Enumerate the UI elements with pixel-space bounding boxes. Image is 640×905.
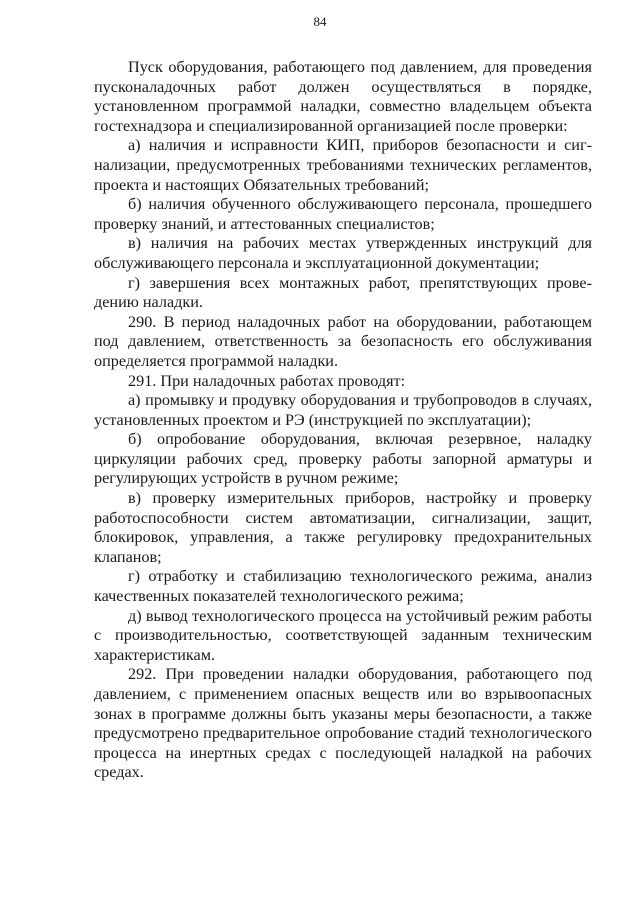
list-item-v: в) наличия на рабочих местах утвержденных инструкций для обслуживающего персонала и эксплуатационной документации; — [94, 234, 592, 272]
page-number: 84 — [313, 14, 327, 29]
list-item-g-291: г) отработку и стабилизацию технологического режима, анализ качественных показателей технологического режима; — [94, 567, 592, 606]
list-item-v-291: в) проверку измерительных приборов, настройку и проверку работоспособности систем автоматизации, сигнализации, защит, блокировок, управления, а также регулировку предохранительных клапанов; — [94, 489, 592, 566]
list-item-d-291: д) вывод технологического процесса на устойчивый режим работы с производительностью, соответствующей заданным техническим характеристикам. — [94, 606, 592, 664]
list-item-a: а) наличия и исправности КИП, приборов безопасности и сигнализации, предусмотренных требованиями технических регламентов, проекта и настоящих Обязательных требований; — [94, 136, 592, 194]
list-item-a-291: а) промывку и продувку оборудования и трубопроводов в случаях, установленных проектом и РЭ (инструкцией по эксплуатации); — [94, 391, 592, 429]
list-item-g: г) завершения всех монтажных работ, препятствующих проведению наладки. — [94, 273, 592, 312]
paragraph-291: 291. При наладочных работах проводят: — [128, 371, 406, 390]
list-item-b-291: б) опробование оборудования, включая резервное, наладку циркуляции рабочих сред, проверку работы запорной арматуры и регулирующих устройств в ручном режиме; — [94, 430, 592, 488]
paragraph-intro: Пуск оборудования, работающего под давлением, для проведения пусконаладочных работ должен осуществляться в порядке, установленном программой наладки, совместно владельцем объекта гостехнадзора и специализированной организацией после проверки: — [94, 58, 592, 135]
paragraph-290: 290. В период наладочных работ на оборудовании, работающем под давлением, ответственность за безопасность его обслуживания определяется программой наладки. — [94, 312, 592, 370]
list-item-b: б) наличия обученного обслуживающего персонала, прошедшего проверку знаний, и аттестованных специалистов; — [94, 195, 592, 233]
paragraph-292: 292. При проведении наладки оборудования, работающего под давлением, с применением опасных веществ или во взрывоопасных зонах в программе должны быть указаны меры безопасности, а также предусмотрено предварительное опробование стадий технологического процесса на инертных средах с последующей наладкой на рабочих средах. — [94, 665, 592, 782]
document-body — [94, 58, 592, 783]
